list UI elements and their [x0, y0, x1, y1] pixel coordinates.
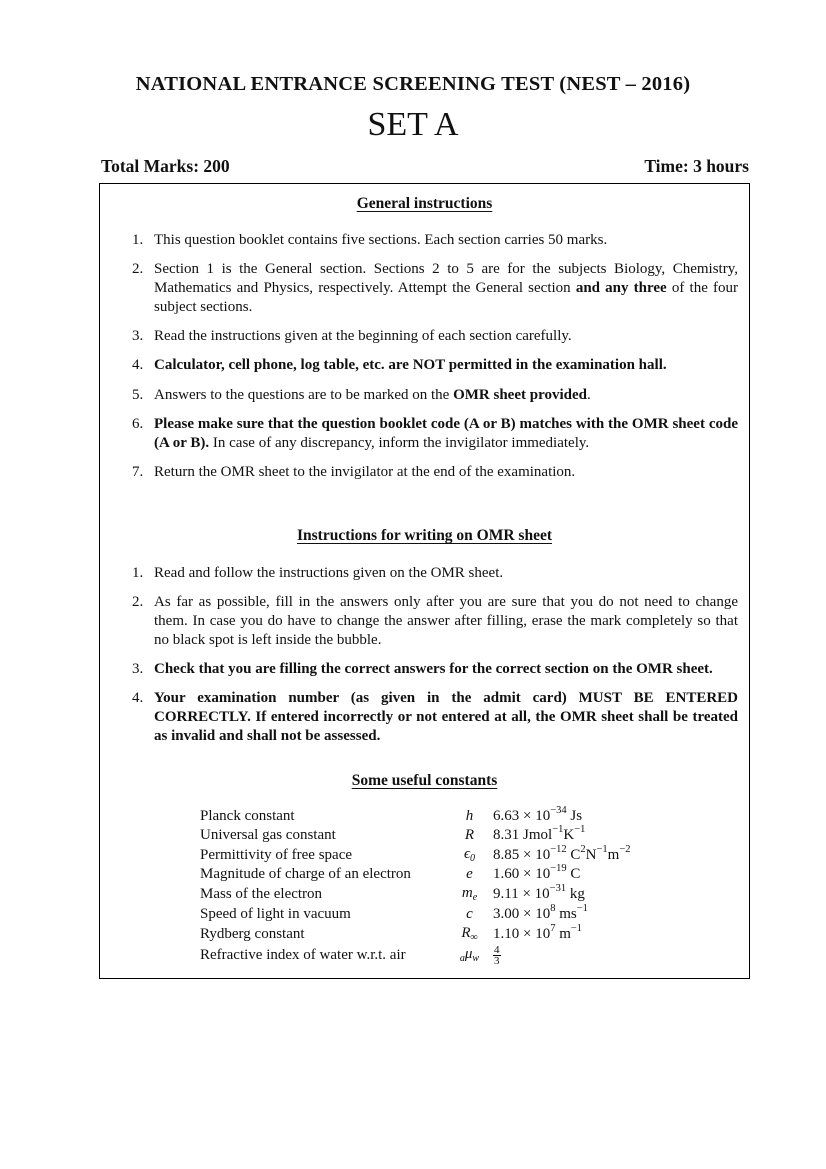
item-number: 2.: [132, 261, 144, 278]
item-text: Please make sure that the question booklet code (A or B) matches with the OMR sheet code (A or B).: [154, 416, 738, 451]
mantissa: 6.63: [493, 808, 520, 824]
constant-symbol: [446, 924, 493, 945]
constant-symbol: [446, 807, 493, 826]
constant-row: [200, 807, 631, 826]
symbol-main: ϵ: [463, 845, 471, 862]
item-text: Read the instructions given at the beginning of each section carefully.: [154, 328, 572, 345]
general-instructions-heading: General instructions: [356, 195, 493, 212]
general-item: [100, 463, 738, 482]
constants-table: [200, 807, 631, 966]
item-number: 7.: [132, 464, 144, 481]
item-number: 4.: [132, 690, 144, 707]
constant-symbol: [446, 945, 493, 966]
fraction-numerator: 4: [494, 943, 500, 956]
symbol-prefix: a: [459, 952, 465, 964]
general-item: [100, 415, 738, 453]
mantissa: 9.11: [493, 886, 519, 903]
unit-part: m: [607, 846, 620, 863]
constant-value: $9.11 \times 10^{-31}$ kg: [493, 883, 585, 903]
general-item: [100, 231, 738, 250]
symbol-main: m: [461, 885, 473, 902]
total-marks: Total Marks: 200: [101, 156, 230, 176]
constant-row: [200, 924, 631, 945]
power-exponent: −31: [549, 883, 567, 895]
unit-exponent: −1: [574, 823, 586, 835]
constant-name: Rydberg constant: [200, 925, 305, 942]
unit-text: ms: [559, 905, 577, 922]
symbol-subscript: 0: [470, 852, 476, 864]
item-text: Read and follow the instructions given on the OMR sheet.: [154, 565, 504, 581]
item-number: 1.: [132, 565, 144, 581]
power-exponent: −12: [550, 843, 567, 855]
constant-name: Magnitude of charge of an electron: [200, 866, 411, 883]
mantissa: 3.00: [493, 905, 520, 922]
constants-heading: Some useful constants: [351, 772, 498, 789]
constant-row: [200, 826, 631, 845]
unit-exponent: −1: [552, 823, 564, 835]
set-label: SET A: [367, 106, 459, 143]
item-text: .: [586, 386, 591, 403]
fraction-denominator: 3: [494, 954, 500, 967]
item-text: and any three: [575, 280, 667, 297]
item-number: 4.: [132, 357, 144, 374]
constant-value: $1.60 \times 10^{-19}$ C: [493, 863, 581, 883]
constant-row: [200, 865, 631, 884]
constant-symbol: [446, 905, 493, 924]
constant-row: [200, 905, 631, 924]
omr-instructions-heading: Instructions for writing on OMR sheet: [296, 527, 553, 544]
constant-name: Speed of light in vacuum: [200, 905, 351, 922]
instructions-box: [99, 183, 750, 979]
omr-instructions-list: [100, 564, 738, 756]
unit-text: C: [570, 866, 581, 883]
unit-exponent: −1: [576, 902, 588, 914]
fraction: [493, 945, 501, 966]
item-text: Check that you are filling the correct answers for the correct section on the OMR sheet.: [154, 661, 713, 678]
item-number: 2.: [132, 594, 144, 611]
item-number: 3.: [132, 661, 144, 678]
unit-text: Js: [570, 808, 583, 824]
constant-name: Permittivity of free space: [200, 846, 353, 863]
unit-part: C: [570, 846, 581, 863]
symbol-main: h: [465, 808, 474, 824]
power-exponent: −19: [550, 863, 567, 875]
mantissa: 8.85: [493, 846, 520, 863]
symbol-subscript: w: [472, 952, 480, 964]
item-text: Section 1 is the General section. Sections 2 to 5 are for the subjects Biology, Chemistry, Mathematics and Physics, respectively. Attempt the General section: [154, 261, 738, 297]
value-text: 8.31 Jmol: [493, 826, 553, 843]
constant-symbol: [446, 826, 493, 845]
power-exponent: −34: [550, 805, 567, 816]
constant-name: Universal gas constant: [200, 826, 336, 843]
mantissa: 1.10: [493, 925, 520, 942]
symbol-main: e: [466, 866, 473, 883]
constant-value: [493, 945, 631, 966]
symbol-main: R: [464, 826, 475, 843]
constant-value: $6.63 \times 10^{-34}$ Js: [493, 805, 583, 824]
exam-title: NATIONAL ENTRANCE SCREENING TEST (NEST – 2016): [135, 73, 691, 95]
unit-part: N: [585, 846, 597, 863]
unit-part: −1: [596, 843, 608, 855]
symbol-main: μ: [464, 945, 473, 962]
constant-value: [493, 823, 631, 845]
general-item: [100, 356, 738, 375]
general-item: [100, 327, 738, 346]
unit-part: −2: [619, 843, 631, 855]
symbol-subscript: e: [472, 892, 478, 904]
symbol-main: R: [461, 924, 471, 941]
item-text: Answers to the questions are to be marked on the: [154, 386, 454, 403]
item-text: Calculator, cell phone, log table, etc. are NOT permitted in the examination hall.: [154, 357, 667, 374]
constant-name: Refractive index of water w.r.t. air: [200, 946, 406, 963]
constant-symbol: [446, 884, 493, 905]
symbol-main: c: [466, 905, 473, 922]
omr-item: [100, 564, 738, 583]
unit-text: m: [559, 925, 571, 942]
unit-part: 2: [580, 843, 586, 855]
item-text: Your examination number (as given in the admit card) MUST BE ENTERED CORRECTLY. If entered incorrectly or not entered at all, the OMR sheet shall be treated as invalid and shall not be assessed.: [154, 690, 738, 745]
general-instructions-list: [100, 231, 738, 492]
constant-name: Mass of the electron: [200, 886, 323, 903]
symbol-subscript: ∞: [470, 931, 478, 943]
constant-symbol: [446, 865, 493, 884]
power-exponent: 8: [550, 902, 556, 914]
constant-row: [200, 945, 631, 966]
item-number: 3.: [132, 328, 144, 345]
omr-item: [100, 660, 738, 679]
item-text: OMR sheet provided: [453, 386, 587, 403]
constant-name: Planck constant: [200, 808, 295, 824]
mantissa: 1.60: [493, 866, 520, 883]
unit-text: K: [563, 826, 575, 843]
item-number: 6.: [132, 416, 144, 433]
time-limit: Time: 3 hours: [644, 156, 749, 176]
item-text: In case of any discrepancy, inform the invigilator immediately.: [209, 434, 590, 451]
power-exponent: 7: [550, 922, 556, 934]
constant-value: $8.85 \times 10^{-12}$ $C^2N^{-1}m^{-2}$: [493, 843, 631, 863]
unit-exponent: −1: [570, 922, 583, 934]
item-number: 5.: [132, 386, 144, 403]
item-text: As far as possible, fill in the answers only after you are sure that you do not need to change them. In case you do have to change the answer after filling, erase the mark completely so that no black spot is left inside the bubble.: [154, 594, 738, 648]
constant-row: [200, 884, 631, 905]
constant-value: $3.00 \times 10^8$ $ms^{-1}$: [493, 902, 588, 922]
item-number: 1.: [132, 232, 144, 248]
constant-symbol: [446, 845, 493, 866]
item-text: of the four subject sections.: [154, 280, 738, 315]
item-text: This question booklet contains five sections. Each section carries 50 marks.: [154, 232, 608, 248]
constant-value: $1.10 \times 10^7$ $m^{-1}$: [493, 922, 583, 942]
item-text: Return the OMR sheet to the invigilator at the end of the examination.: [154, 464, 576, 481]
unit-text: kg: [569, 886, 585, 903]
general-item: [100, 386, 738, 405]
general-item: [100, 260, 738, 316]
omr-item: [100, 593, 738, 649]
omr-item: [100, 689, 738, 745]
